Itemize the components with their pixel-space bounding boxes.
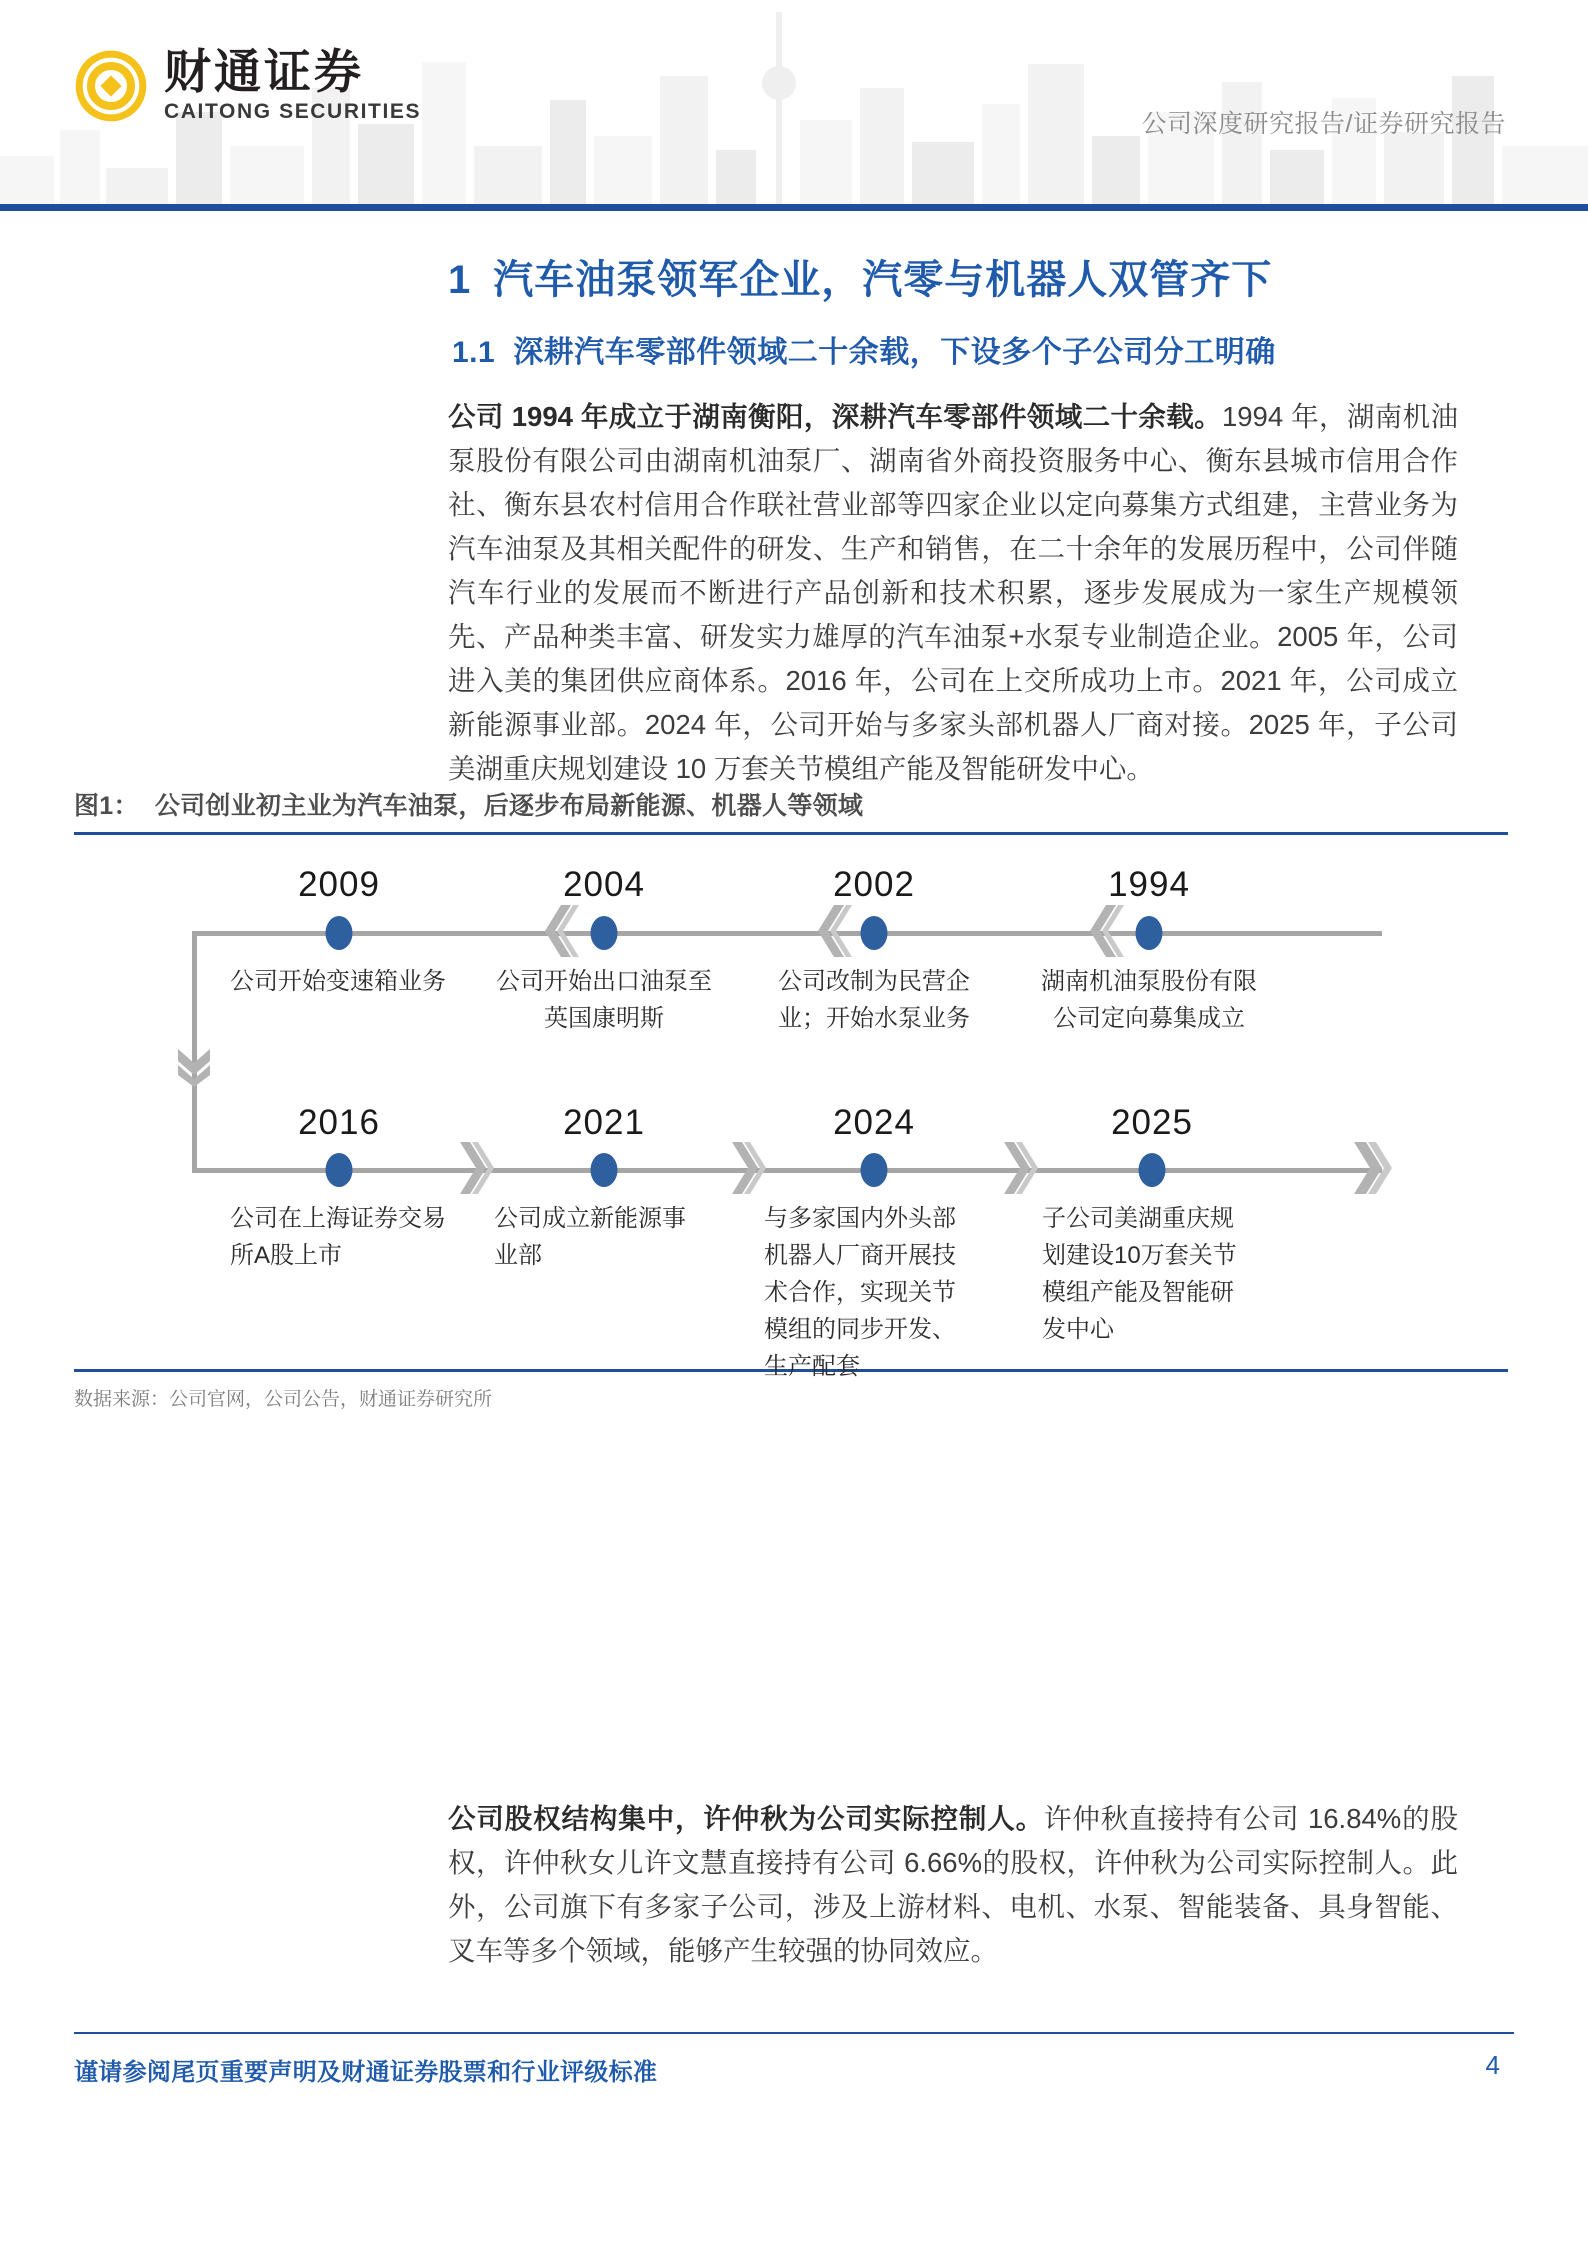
section-number: 1 bbox=[448, 258, 472, 302]
figure-1-caption bbox=[74, 786, 1508, 822]
body-paragraph-1 bbox=[448, 395, 1458, 791]
caitong-logo-icon bbox=[72, 47, 150, 125]
chevron-down-icon bbox=[176, 1045, 212, 1089]
chevron-left-icon bbox=[539, 903, 579, 959]
chevron-left-icon bbox=[812, 903, 852, 959]
timeline-year: 2002 bbox=[833, 865, 915, 904]
company-timeline bbox=[74, 835, 1508, 1380]
timeline-top-track bbox=[192, 931, 1382, 936]
timeline-event: 公司开始出口油泵至英国康明斯 bbox=[496, 968, 712, 1032]
section-heading-1 bbox=[448, 248, 1272, 305]
figure-1 bbox=[74, 786, 1508, 1411]
timeline-event: 公司成立新能源事业部 bbox=[494, 1205, 686, 1269]
timeline-dot bbox=[861, 1153, 888, 1187]
timeline-dot bbox=[591, 916, 618, 950]
timeline-year: 2016 bbox=[298, 1103, 380, 1142]
paragraph-1-body: 1994 年，湖南机油泵股份有限公司由湖南机油泵厂、湖南省外商投资服务中心、衡东县城市信用合作社、衡东县农村信用合作联社营业部等四家企业以定向募集方式组建，主营业务为汽车油泵及其相关配件的研发、生产和销售，在二十余年的发展历程中，公司伴随汽车行业的发展而不断进行产品创新和技术积累，逐步发展成为一家生产规模领先、产品种类丰富、研发实力雄厚的汽车油泵+水泵专业制造企业。2005 年，公司进入美的集团供应商体系。2016 年，公司在上交所成功上市。2021 年，公司成立新能源事业部。2024 年，公司开始与多家头部机器人厂商对接。2025 年，子公司美湖重庆规划建设 10 万套关节模组产能及智能研发中心。 bbox=[448, 401, 1458, 784]
chevron-right-icon bbox=[726, 1140, 766, 1196]
section-title: 汽车油泵领军企业，汽零与机器人双管齐下 bbox=[493, 258, 1273, 302]
section-heading-1-1 bbox=[452, 327, 1276, 371]
timeline-bottom-track bbox=[192, 1168, 1382, 1173]
figure-1-label: 图1： bbox=[74, 792, 139, 820]
figure-1-body bbox=[74, 832, 1508, 1380]
chevron-left-icon bbox=[1084, 903, 1124, 959]
timeline-year: 1994 bbox=[1108, 865, 1190, 904]
timeline-dot bbox=[326, 1153, 353, 1187]
paragraph-2-lead: 公司股权结构集中，许仲秋为公司实际控制人。 bbox=[448, 1803, 1045, 1834]
timeline-year: 2004 bbox=[563, 865, 645, 904]
footer-disclaimer: 谨请参阅尾页重要声明及财通证券股票和行业评级标准 bbox=[74, 2059, 658, 2086]
timeline-event: 公司改制为民营企业；开始水泵业务 bbox=[778, 968, 970, 1032]
timeline-year: 2025 bbox=[1111, 1103, 1193, 1142]
page-number: 4 bbox=[1485, 2050, 1500, 2080]
paragraph-2-body: 许仲秋直接持有公司 16.84%的股权，许仲秋女儿许文慧直接持有公司 6.66%的股权，许仲秋为公司实际控制人。此外，公司旗下有多家子公司，涉及上游材料、电机、水泵、智能装备、具身智能、叉车等多个领域，能够产生较强的协同效应。 bbox=[448, 1803, 1458, 1966]
timeline-dot bbox=[861, 916, 888, 950]
timeline-event: 与多家国内外头部机器人厂商开展技术合作，实现关节模组的同步开发、生产配套 bbox=[764, 1205, 956, 1380]
timeline-year: 2024 bbox=[833, 1103, 915, 1142]
figure-1-source: 数据来源：公司官网，公司公告，财通证券研究所 bbox=[74, 1389, 493, 1410]
header-divider bbox=[0, 204, 1588, 211]
timeline-dot bbox=[1136, 916, 1163, 950]
timeline-dot bbox=[326, 916, 353, 950]
timeline-event: 子公司美湖重庆规划建设10万套关节模组产能及智能研发中心 bbox=[1042, 1205, 1237, 1343]
figure-1-title: 公司创业初主业为汽车油泵，后逐步布局新能源、机器人等领域 bbox=[154, 792, 864, 820]
chevron-right-icon bbox=[454, 1140, 494, 1196]
timeline-end-arrow-icon bbox=[1350, 1140, 1398, 1196]
chevron-right-icon bbox=[998, 1140, 1038, 1196]
company-logo bbox=[72, 47, 421, 125]
report-type-label: 公司深度研究报告/证券研究报告 bbox=[1141, 110, 1506, 138]
logo-text-cn: 财通证券 bbox=[164, 45, 364, 101]
timeline-event: 公司在上海证券交易所A股上市 bbox=[230, 1205, 446, 1269]
timeline-year: 2021 bbox=[563, 1103, 645, 1142]
timeline-event: 湖南机油泵股份有限公司定向募集成立 bbox=[1041, 968, 1257, 1032]
body-paragraph-2 bbox=[448, 1797, 1458, 1973]
subsection-number: 1.1 bbox=[452, 336, 496, 369]
logo-text-en: CAITONG SECURITIES bbox=[164, 99, 422, 123]
timeline-dot bbox=[1139, 1153, 1166, 1187]
footer-divider bbox=[74, 2032, 1514, 2034]
timeline-dot bbox=[591, 1153, 618, 1187]
timeline-event: 公司开始变速箱业务 bbox=[230, 968, 446, 995]
paragraph-1-lead: 公司 1994 年成立于湖南衡阳，深耕汽车零部件领域二十余载。 bbox=[448, 401, 1222, 432]
page-header bbox=[0, 0, 1588, 212]
subsection-title: 深耕汽车零部件领域二十余载，下设多个子公司分工明确 bbox=[513, 336, 1276, 369]
timeline-year: 2009 bbox=[298, 865, 380, 904]
